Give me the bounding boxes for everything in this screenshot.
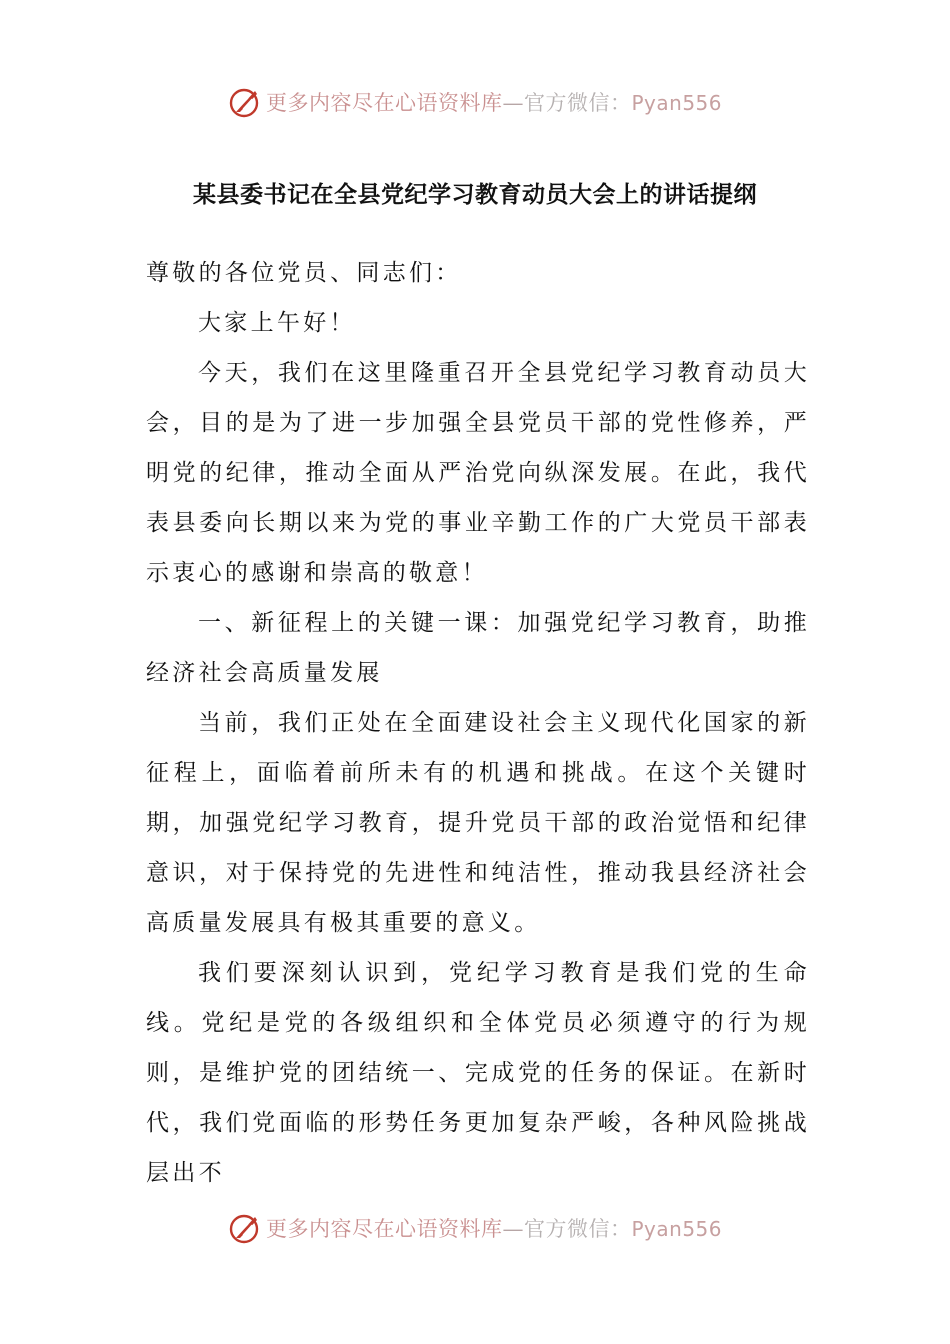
header-watermark (0, 80, 950, 124)
paragraph: 我们要深刻认识到，党纪学习教育是我们党的生命线。党纪是党的各级组织和全体党员必须遵守的行为规则，是维护党的团结统一、完成党的任务的保证。在新时代，我们党面临的形势任务更加复杂严峻，各种风险挑战层出不 (146, 960, 810, 1186)
watermark-brand-text: 更多内容尽在心语资料库 (265, 91, 503, 115)
watermark-dash: — (502, 91, 524, 115)
paragraph: 当前，我们正处在全面建设社会主义现代化国家的新征程上，面临着前所未有的机遇和挑战。在这个关键时期，加强党纪学习教育，提升党员干部的政治觉悟和纪律意识，对于保持党的先进性和纯洁性，推动我县经济社会高质量发展具有极其重要的意义。 (146, 710, 810, 936)
greeting: 大家上午好！ (198, 310, 356, 336)
document-title: 某县委书记在全县党纪学习教育动员大会上的讲话提纲 (193, 182, 757, 208)
footer-watermark (0, 1206, 950, 1250)
section-heading: 一、新征程上的关键一课：加强党纪学习教育，助推经济社会高质量发展 (146, 610, 810, 686)
paragraph: 今天，我们在这里隆重召开全县党纪学习教育动员大会，目的是为了进一步加强全县党员干部的党性修养，严明党的纪律，推动全面从严治党向纵深发展。在此，我代表县委向长期以来为党的事业辛勤工作的广大党员干部表示衷心的感谢和崇高的敬意！ (146, 360, 810, 586)
watermark-wechat-id: Pyan556 (631, 1217, 722, 1241)
salutation: 尊敬的各位党员、同志们： (146, 260, 462, 286)
watermark-wechat-label: 官方微信： (523, 1217, 632, 1241)
watermark-wechat-id: Pyan556 (631, 91, 722, 115)
document-body (146, 248, 810, 1198)
quill-logo-icon (228, 85, 262, 119)
watermark-wechat-label: 官方微信： (523, 91, 632, 115)
watermark-dash: — (502, 1217, 524, 1241)
watermark-brand-text: 更多内容尽在心语资料库 (265, 1217, 503, 1241)
quill-logo-icon (228, 1211, 262, 1245)
